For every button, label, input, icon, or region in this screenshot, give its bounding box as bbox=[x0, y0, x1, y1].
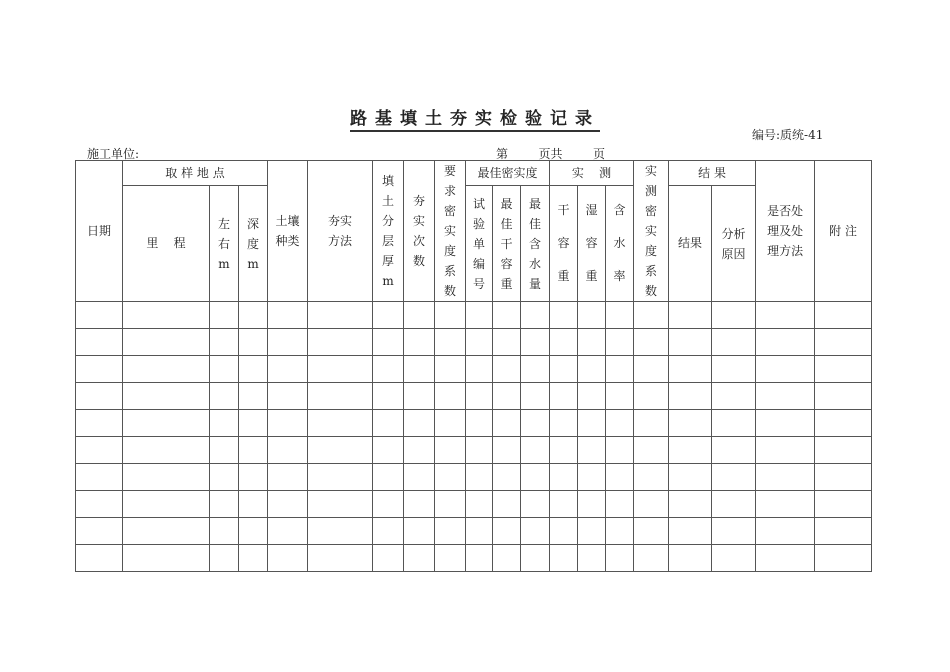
table-cell[interactable] bbox=[123, 545, 210, 572]
table-cell[interactable] bbox=[404, 491, 435, 518]
table-cell[interactable] bbox=[550, 329, 578, 356]
table-cell[interactable] bbox=[268, 464, 308, 491]
table-cell[interactable] bbox=[521, 437, 550, 464]
table-cell[interactable] bbox=[76, 383, 123, 410]
table-cell[interactable] bbox=[404, 464, 435, 491]
table-cell[interactable] bbox=[435, 437, 466, 464]
table-cell[interactable] bbox=[606, 464, 634, 491]
table-cell[interactable] bbox=[210, 464, 239, 491]
table-cell[interactable] bbox=[373, 518, 404, 545]
table-cell[interactable] bbox=[123, 329, 210, 356]
table-cell[interactable] bbox=[634, 464, 669, 491]
table-cell[interactable] bbox=[521, 302, 550, 329]
table-cell[interactable] bbox=[578, 329, 606, 356]
table-cell[interactable] bbox=[373, 545, 404, 572]
table-cell[interactable] bbox=[373, 356, 404, 383]
table-cell[interactable] bbox=[308, 437, 373, 464]
table-cell[interactable] bbox=[123, 356, 210, 383]
form-code: 编号:质统-41 bbox=[752, 128, 824, 142]
table-cell[interactable] bbox=[550, 437, 578, 464]
table-cell[interactable] bbox=[550, 464, 578, 491]
table-cell[interactable] bbox=[669, 410, 712, 437]
table-row bbox=[76, 329, 872, 356]
table-cell[interactable] bbox=[404, 356, 435, 383]
construction-unit-label: 施工单位: bbox=[87, 147, 140, 161]
table-cell[interactable] bbox=[712, 383, 756, 410]
table-cell[interactable] bbox=[268, 518, 308, 545]
table-cell[interactable] bbox=[550, 302, 578, 329]
header-best-dry: 最佳干容重 bbox=[493, 186, 521, 302]
table-cell[interactable] bbox=[521, 383, 550, 410]
table-cell[interactable] bbox=[404, 329, 435, 356]
table-cell[interactable] bbox=[578, 464, 606, 491]
table-cell[interactable] bbox=[756, 491, 815, 518]
table-cell[interactable] bbox=[815, 329, 872, 356]
table-cell[interactable] bbox=[669, 383, 712, 410]
table-cell[interactable] bbox=[308, 491, 373, 518]
table-cell[interactable] bbox=[550, 518, 578, 545]
table-cell[interactable] bbox=[521, 356, 550, 383]
table-cell[interactable] bbox=[373, 491, 404, 518]
table-cell[interactable] bbox=[493, 302, 521, 329]
header-required-coef: 要求密实度系数 bbox=[435, 161, 466, 302]
table-row bbox=[76, 518, 872, 545]
table-cell[interactable] bbox=[268, 302, 308, 329]
table-cell[interactable] bbox=[123, 410, 210, 437]
table-cell[interactable] bbox=[435, 518, 466, 545]
table-cell[interactable] bbox=[76, 518, 123, 545]
table-cell[interactable] bbox=[606, 518, 634, 545]
header-result: 结果 bbox=[669, 186, 712, 302]
table-cell[interactable] bbox=[308, 329, 373, 356]
table-row bbox=[76, 383, 872, 410]
table-row bbox=[76, 464, 872, 491]
table-cell[interactable] bbox=[712, 437, 756, 464]
table-cell[interactable] bbox=[756, 437, 815, 464]
table-cell[interactable] bbox=[669, 356, 712, 383]
table-cell[interactable] bbox=[606, 383, 634, 410]
table-cell[interactable] bbox=[466, 302, 493, 329]
table-cell[interactable] bbox=[712, 545, 756, 572]
page-label: 第 页共 页 bbox=[496, 147, 606, 161]
table-cell[interactable] bbox=[815, 383, 872, 410]
table-cell[interactable] bbox=[669, 518, 712, 545]
table-cell[interactable] bbox=[521, 491, 550, 518]
header-date: 日期 bbox=[76, 161, 123, 302]
table-cell[interactable] bbox=[373, 437, 404, 464]
header-dry: 干容重 bbox=[550, 186, 578, 302]
table-cell[interactable] bbox=[756, 464, 815, 491]
table-cell[interactable] bbox=[210, 437, 239, 464]
header-layer: 填土分层厚m bbox=[373, 161, 404, 302]
table-cell[interactable] bbox=[493, 545, 521, 572]
table-cell[interactable] bbox=[756, 302, 815, 329]
table-cell[interactable] bbox=[606, 329, 634, 356]
header-measured-coef: 实测密实度系数 bbox=[634, 161, 669, 302]
table-cell[interactable] bbox=[669, 329, 712, 356]
table-cell[interactable] bbox=[815, 302, 872, 329]
table-cell[interactable] bbox=[76, 329, 123, 356]
table-cell[interactable] bbox=[435, 491, 466, 518]
header-best-water: 最佳含水量 bbox=[521, 186, 550, 302]
table-cell[interactable] bbox=[669, 437, 712, 464]
table-cell[interactable] bbox=[756, 545, 815, 572]
table-cell[interactable] bbox=[76, 491, 123, 518]
table-cell[interactable] bbox=[493, 491, 521, 518]
table-cell[interactable] bbox=[404, 518, 435, 545]
table-cell[interactable] bbox=[76, 356, 123, 383]
table-cell[interactable] bbox=[210, 491, 239, 518]
table-cell[interactable] bbox=[239, 356, 268, 383]
table-cell[interactable] bbox=[606, 410, 634, 437]
table-cell[interactable] bbox=[373, 383, 404, 410]
table-cell[interactable] bbox=[712, 518, 756, 545]
table-cell[interactable] bbox=[268, 383, 308, 410]
table-cell[interactable] bbox=[634, 356, 669, 383]
table-cell[interactable] bbox=[669, 491, 712, 518]
table-cell[interactable] bbox=[239, 545, 268, 572]
table-cell[interactable] bbox=[466, 464, 493, 491]
table-cell[interactable] bbox=[550, 383, 578, 410]
header-location: 取 样 地 点 bbox=[123, 161, 268, 186]
header-note: 附 注 bbox=[815, 161, 872, 302]
table-cell[interactable] bbox=[712, 356, 756, 383]
table-cell[interactable] bbox=[308, 545, 373, 572]
table-cell[interactable] bbox=[373, 410, 404, 437]
table-cell[interactable] bbox=[466, 518, 493, 545]
table-cell[interactable] bbox=[606, 302, 634, 329]
table-cell[interactable] bbox=[815, 518, 872, 545]
header-soil: 土壤种类 bbox=[268, 161, 308, 302]
header-handling: 是否处理及处理方法 bbox=[756, 161, 815, 302]
table-cell[interactable] bbox=[606, 545, 634, 572]
table-cell[interactable] bbox=[268, 437, 308, 464]
header-times: 夯实次数 bbox=[404, 161, 435, 302]
table-cell[interactable] bbox=[815, 356, 872, 383]
header-wet: 湿容重 bbox=[578, 186, 606, 302]
table-cell[interactable] bbox=[239, 383, 268, 410]
table-cell[interactable] bbox=[123, 437, 210, 464]
table-cell[interactable] bbox=[239, 464, 268, 491]
table-cell[interactable] bbox=[435, 383, 466, 410]
table-cell[interactable] bbox=[373, 329, 404, 356]
table-cell[interactable] bbox=[634, 518, 669, 545]
table-cell[interactable] bbox=[493, 383, 521, 410]
table-cell[interactable] bbox=[268, 545, 308, 572]
table-cell[interactable] bbox=[268, 329, 308, 356]
table-cell[interactable] bbox=[606, 356, 634, 383]
table-cell[interactable] bbox=[404, 383, 435, 410]
table-cell[interactable] bbox=[404, 545, 435, 572]
table-cell[interactable] bbox=[210, 329, 239, 356]
table-cell[interactable] bbox=[578, 410, 606, 437]
table-cell[interactable] bbox=[756, 410, 815, 437]
table-cell[interactable] bbox=[76, 302, 123, 329]
table-cell[interactable] bbox=[210, 518, 239, 545]
table-cell[interactable] bbox=[76, 464, 123, 491]
header-measured: 实 测 bbox=[550, 161, 634, 186]
table-cell[interactable] bbox=[123, 518, 210, 545]
table-cell[interactable] bbox=[712, 329, 756, 356]
table-cell[interactable] bbox=[550, 356, 578, 383]
table-cell[interactable] bbox=[712, 464, 756, 491]
table-cell[interactable] bbox=[493, 464, 521, 491]
table-cell[interactable] bbox=[578, 383, 606, 410]
table-cell[interactable] bbox=[521, 410, 550, 437]
table-cell[interactable] bbox=[373, 464, 404, 491]
table-cell[interactable] bbox=[268, 491, 308, 518]
table-cell[interactable] bbox=[578, 302, 606, 329]
table-cell[interactable] bbox=[756, 356, 815, 383]
table-cell[interactable] bbox=[435, 545, 466, 572]
table-cell[interactable] bbox=[466, 410, 493, 437]
table-cell[interactable] bbox=[634, 383, 669, 410]
table-cell[interactable] bbox=[76, 410, 123, 437]
table-cell[interactable] bbox=[634, 491, 669, 518]
table-cell[interactable] bbox=[123, 383, 210, 410]
table-cell[interactable] bbox=[815, 491, 872, 518]
table-cell[interactable] bbox=[712, 302, 756, 329]
header-cause: 分析原因 bbox=[712, 186, 756, 302]
table-cell[interactable] bbox=[210, 356, 239, 383]
header-depth: 深度m bbox=[239, 186, 268, 302]
table-cell[interactable] bbox=[493, 329, 521, 356]
table-cell[interactable] bbox=[815, 410, 872, 437]
table-row bbox=[76, 545, 872, 572]
table-cell[interactable] bbox=[123, 491, 210, 518]
table-cell[interactable] bbox=[239, 302, 268, 329]
table-cell[interactable] bbox=[373, 302, 404, 329]
table-cell[interactable] bbox=[578, 356, 606, 383]
table-cell[interactable] bbox=[404, 302, 435, 329]
table-cell[interactable] bbox=[815, 464, 872, 491]
table-cell[interactable] bbox=[435, 356, 466, 383]
table-cell[interactable] bbox=[550, 545, 578, 572]
table-cell[interactable] bbox=[466, 545, 493, 572]
table-row bbox=[76, 356, 872, 383]
table-cell[interactable] bbox=[466, 329, 493, 356]
table-cell[interactable] bbox=[578, 437, 606, 464]
table-cell[interactable] bbox=[435, 464, 466, 491]
table-cell[interactable] bbox=[210, 383, 239, 410]
table-cell[interactable] bbox=[435, 302, 466, 329]
table-cell[interactable] bbox=[550, 410, 578, 437]
inspection-table bbox=[75, 160, 872, 572]
table-cell[interactable] bbox=[239, 491, 268, 518]
table-cell[interactable] bbox=[239, 518, 268, 545]
table-row bbox=[76, 491, 872, 518]
table-cell[interactable] bbox=[578, 491, 606, 518]
table-cell[interactable] bbox=[634, 410, 669, 437]
header-test-no: 试验单编号 bbox=[466, 186, 493, 302]
table-cell[interactable] bbox=[493, 518, 521, 545]
table-cell[interactable] bbox=[308, 302, 373, 329]
table-cell[interactable] bbox=[466, 356, 493, 383]
table-cell[interactable] bbox=[634, 437, 669, 464]
table-cell[interactable] bbox=[466, 383, 493, 410]
header-result-group: 结 果 bbox=[669, 161, 756, 186]
table-cell[interactable] bbox=[493, 410, 521, 437]
table-row bbox=[76, 410, 872, 437]
table-cell[interactable] bbox=[493, 356, 521, 383]
table-cell[interactable] bbox=[308, 383, 373, 410]
table-cell[interactable] bbox=[466, 491, 493, 518]
table-cell[interactable] bbox=[550, 491, 578, 518]
table-cell[interactable] bbox=[239, 437, 268, 464]
table-cell[interactable] bbox=[123, 302, 210, 329]
table-cell[interactable] bbox=[521, 329, 550, 356]
table-cell[interactable] bbox=[435, 410, 466, 437]
table-cell[interactable] bbox=[123, 464, 210, 491]
form-title: 路基填土夯实检验记录 bbox=[0, 104, 950, 129]
table-cell[interactable] bbox=[210, 545, 239, 572]
table-row bbox=[76, 437, 872, 464]
table-cell[interactable] bbox=[521, 518, 550, 545]
table-cell[interactable] bbox=[815, 545, 872, 572]
table-cell[interactable] bbox=[634, 302, 669, 329]
table-cell[interactable] bbox=[634, 329, 669, 356]
table-cell[interactable] bbox=[521, 545, 550, 572]
header-water-rate: 含水率 bbox=[606, 186, 634, 302]
table-cell[interactable] bbox=[669, 545, 712, 572]
table-cell[interactable] bbox=[435, 329, 466, 356]
header-left-right: 左右m bbox=[210, 186, 239, 302]
table-cell[interactable] bbox=[308, 410, 373, 437]
table-cell[interactable] bbox=[76, 545, 123, 572]
table-cell[interactable] bbox=[268, 410, 308, 437]
header-best-density: 最佳密实度 bbox=[466, 161, 550, 186]
table-cell[interactable] bbox=[76, 437, 123, 464]
table-cell[interactable] bbox=[756, 383, 815, 410]
table-cell[interactable] bbox=[756, 329, 815, 356]
table-cell[interactable] bbox=[578, 545, 606, 572]
table-row bbox=[76, 302, 872, 329]
table-cell[interactable] bbox=[210, 410, 239, 437]
table-cell[interactable] bbox=[493, 437, 521, 464]
table-cell[interactable] bbox=[239, 329, 268, 356]
table-cell[interactable] bbox=[606, 437, 634, 464]
table-cell[interactable] bbox=[756, 518, 815, 545]
table-cell[interactable] bbox=[712, 491, 756, 518]
table-cell[interactable] bbox=[308, 356, 373, 383]
header-mileage: 里 程 bbox=[123, 186, 210, 302]
table-cell[interactable] bbox=[308, 464, 373, 491]
table-cell[interactable] bbox=[466, 437, 493, 464]
table-cell[interactable] bbox=[210, 302, 239, 329]
table-cell[interactable] bbox=[521, 464, 550, 491]
table-cell[interactable] bbox=[308, 518, 373, 545]
table-cell[interactable] bbox=[239, 410, 268, 437]
table-cell[interactable] bbox=[404, 410, 435, 437]
table-cell[interactable] bbox=[712, 410, 756, 437]
table-cell[interactable] bbox=[606, 491, 634, 518]
table-cell[interactable] bbox=[815, 437, 872, 464]
table-cell[interactable] bbox=[669, 302, 712, 329]
table-cell[interactable] bbox=[578, 518, 606, 545]
table-cell[interactable] bbox=[669, 464, 712, 491]
table-cell[interactable] bbox=[404, 437, 435, 464]
table-cell[interactable] bbox=[634, 545, 669, 572]
table-cell[interactable] bbox=[268, 356, 308, 383]
header-method: 夯实方法 bbox=[308, 161, 373, 302]
